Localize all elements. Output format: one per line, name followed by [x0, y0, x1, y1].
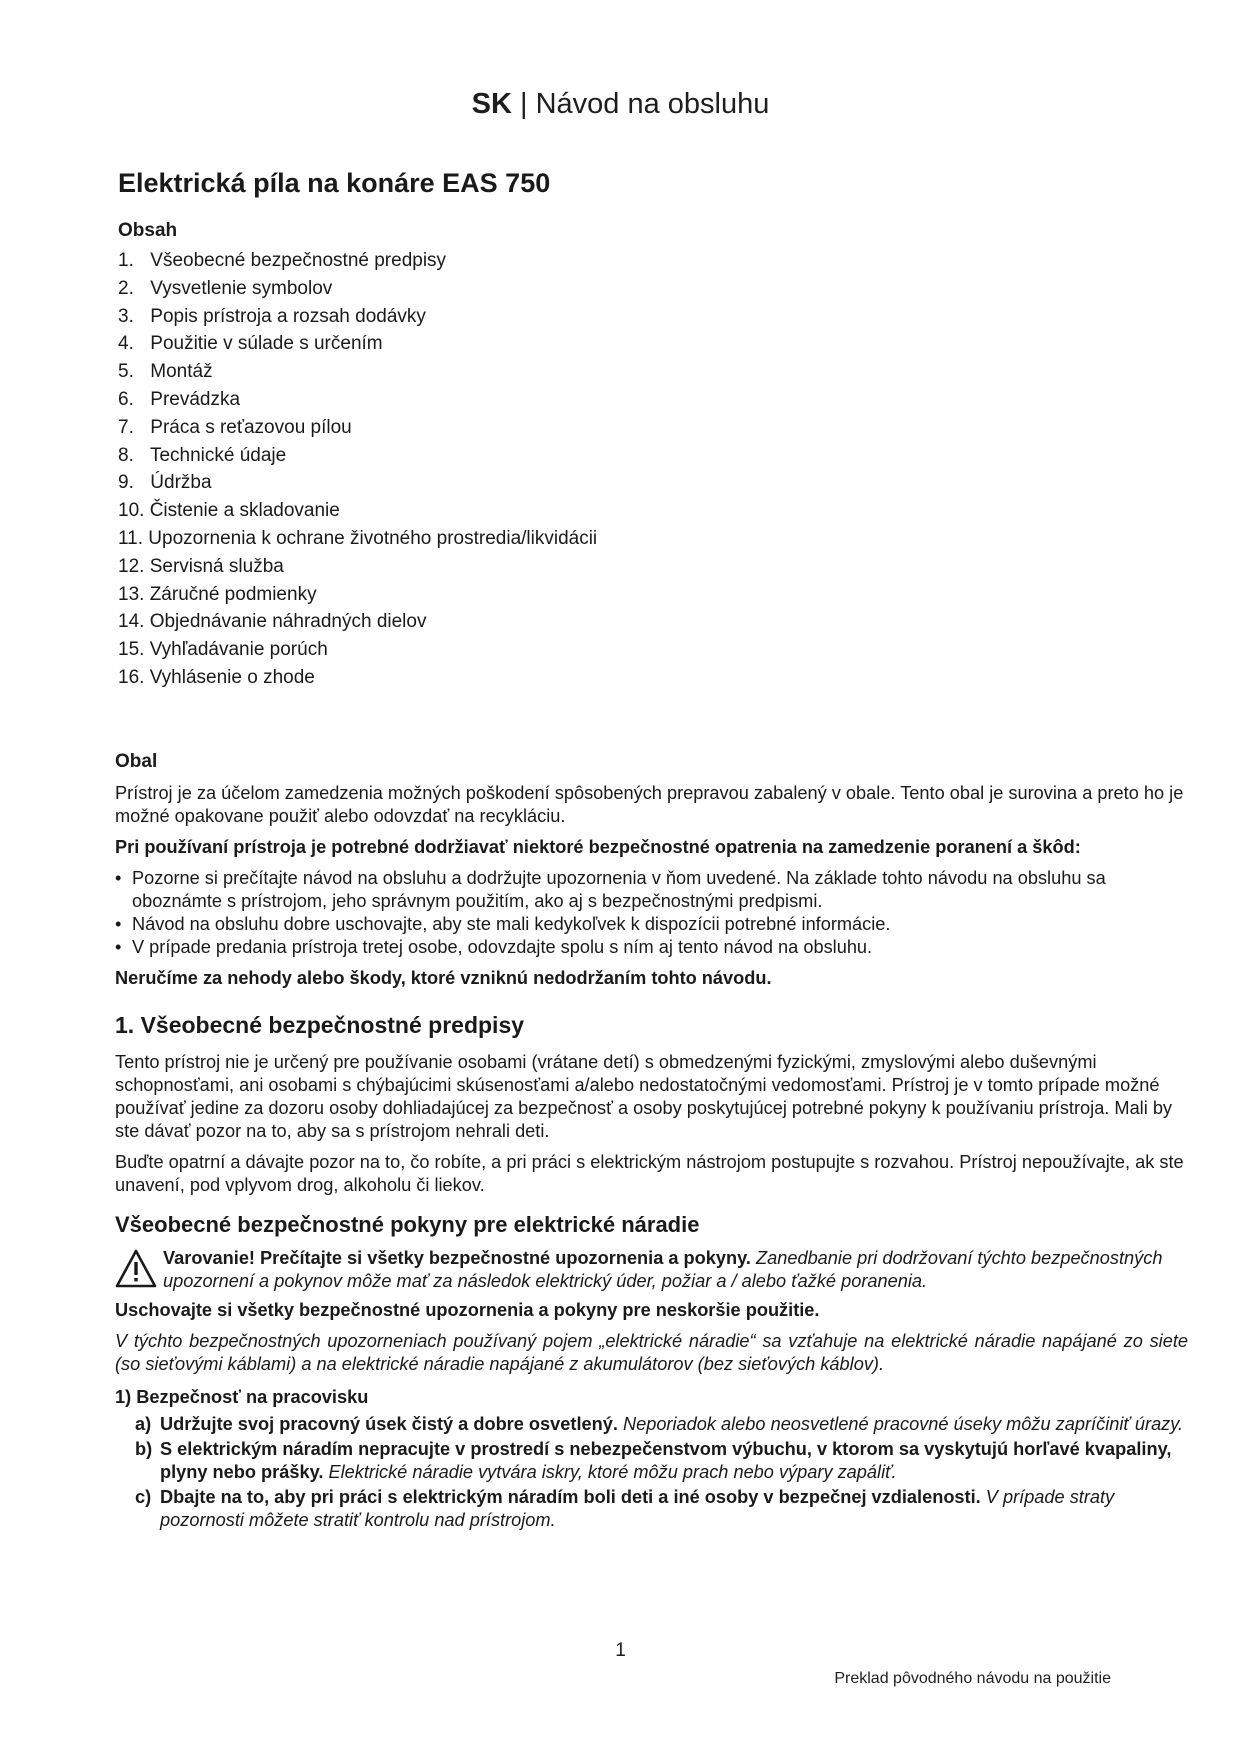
- toc-heading: Obsah: [118, 220, 178, 241]
- keep-instructions: Uschovajte si všetky bezpečnostné upozornenia a pokyny pre neskoršie použitie.: [115, 1300, 820, 1320]
- disclaimer: Neručíme za nehody alebo škody, ktoré vzniknú nedodržaním tohto návodu.: [115, 968, 772, 988]
- warning-text: Zanedbanie pri dodržovaní týchto bezpečnostných upozornení a pokynov môže mať za následok elektrický úder, požiar a / alebo ťažké poranenia.: [163, 1248, 1163, 1291]
- section-1-para-2: Buďte opatrní a dávajte pozor na to, čo robíte, a pri práci s elektrickým nástrojom postupujte s rozvahou. Prístroj nepoužívajte, ak ste unavení, pod vplyvom drog, alkoholu či liekov.: [115, 1152, 1184, 1195]
- list-item: a) Udržujte svoj pracovný úsek čistý a dobre osvetlený. Neporiadok alebo neosvetlené pracovné úseky môžu zapríčiniť úrazy.: [135, 1414, 1184, 1434]
- warning-title: Varovanie! Prečítajte si všetky bezpečnostné upozornenia a pokyny.: [163, 1248, 751, 1268]
- footer-note: Preklad pôvodného návodu na použitie: [834, 1670, 1111, 1687]
- list-item: b) S elektrickým náradím nepracujte v prostredí s nebezpečenstvom výbuchu, v ktorom sa vyskytujú horľavé kvapaliny, plyny nebo prášky. Elektrické náradie vytvára iskry, ktoré môžu prach nebo výpary zapáliť.: [135, 1439, 1172, 1482]
- toc-item: 8. Technické údaje: [118, 444, 287, 466]
- toc-item: 5. Montáž: [118, 361, 213, 383]
- toc-item: 7. Práca s reťazovou pílou: [118, 416, 352, 438]
- workplace-heading: 1) Bezpečnosť na pracovisku: [115, 1387, 369, 1407]
- toc-item: 13. Záručné podmienky: [118, 583, 317, 605]
- toc-item: 12. Servisná služba: [118, 555, 284, 577]
- toc-item: 6. Prevádzka: [118, 388, 241, 410]
- safety-bullets: [115, 867, 1188, 959]
- toc-item: 15. Vyhľadávanie porúch: [118, 639, 328, 661]
- list-item: c) Dbajte na to, aby pri práci s elektrickým náradím boli deti a iné osoby v bezpečnej vzdialenosti. V prípade straty pozornosti môžete stratiť kontrolu nad prístrojom.: [135, 1487, 1115, 1530]
- list-item: • Pozorne si prečítajte návod na obsluhu a dodržujte upozornenia v ňom uvedené. Na základe tohto návodu na obsluhu sa oboznámte s prístrojom, jeho správnym použitím, ako aj s bezpečnostnými predpismi.: [115, 867, 1188, 913]
- workplace-list: [115, 1413, 1188, 1532]
- header-title: Návod na obsluhu: [535, 88, 770, 120]
- toc-item: 11. Upozornenia k ochrane životného prostredia/likvidácii: [118, 527, 598, 549]
- toc-item: 14. Objednávanie náhradných dielov: [118, 611, 427, 633]
- toc-item: 9. Údržba: [118, 472, 212, 494]
- toc-item: 4. Použitie v súlade s určením: [118, 333, 383, 355]
- toc-item: 3. Popis prístroja a rozsah dodávky: [118, 305, 426, 327]
- warning-block: [115, 1247, 1188, 1293]
- obal-text: Prístroj je za účelom zamedzenia možných poškodení spôsobených prepravou zabalený v obale. Tento obal je surovina a preto ho je možné opakovane použiť alebo odovzdať na recykláciu.: [115, 783, 1184, 826]
- toc-item: 1. Všeobecné bezpečnostné predpisy: [118, 250, 447, 271]
- page-number: 1: [615, 1640, 626, 1661]
- toc-item: 10. Čistenie a skladovanie: [118, 500, 340, 522]
- section-1-para-1: Tento prístroj nie je určený pre používanie osobami (vrátane detí) s obmedzenými fyzickými, zmyslovými alebo duševnými schopnosťami, ani osobami s chýbajúcimi skúsenosťami a/alebo nedostatočnými vedomosťami. Prístroj je v tomto prípade možné používať jedine za dozoru osoby dohliadajúcej za bezpečnosť a osoby poskytujúcej potrebné pokyny k používaniu prístroja. Mali by ste dávať pozor na to, aby sa s prístrojom nehrali deti.: [115, 1052, 1173, 1141]
- toc-item: 2. Vysvetlenie symbolov: [118, 277, 333, 299]
- header-separator: |: [511, 88, 536, 120]
- section-1-heading: 1. Všeobecné bezpečnostné predpisy: [115, 1012, 525, 1038]
- toc-item: 16. Vyhlásenie o zhode: [118, 666, 315, 688]
- obal-heading: Obal: [115, 751, 158, 772]
- list-item: • V prípade predania prístroja tretej osobe, odovzdajte spolu s ním aj tento návod na obsluhu.: [115, 936, 1188, 959]
- warning-triangle-icon: [115, 1249, 157, 1289]
- power-tool-note: V týchto bezpečnostných upozorneniach používaný pojem „elektrické náradie“ sa vzťahuje na elektrické náradie napájané zo siete (so sieťovými káblami) a na elektrické náradie napájané z akumulátorov (bez sieťových káblov).: [115, 1331, 1188, 1374]
- general-safety-heading: Všeobecné bezpečnostné pokyny pre elektrické náradie: [115, 1212, 700, 1237]
- list-item: • Návod na obsluhu dobre uschovajte, aby ste mali kedykoľvek k dispozícii potrebné informácie.: [115, 913, 1188, 936]
- language-code: SK: [471, 88, 512, 120]
- page-header: [0, 88, 1241, 121]
- document-title: Elektrická píla na konáre EAS 750: [118, 168, 551, 198]
- safety-intro: Pri používaní prístroja je potrebné dodržiavať niektoré bezpečnostné opatrenia na zamedzenie poranení a škôd:: [115, 837, 1081, 857]
- main-content: [115, 750, 1188, 1534]
- table-of-contents: [118, 247, 597, 692]
